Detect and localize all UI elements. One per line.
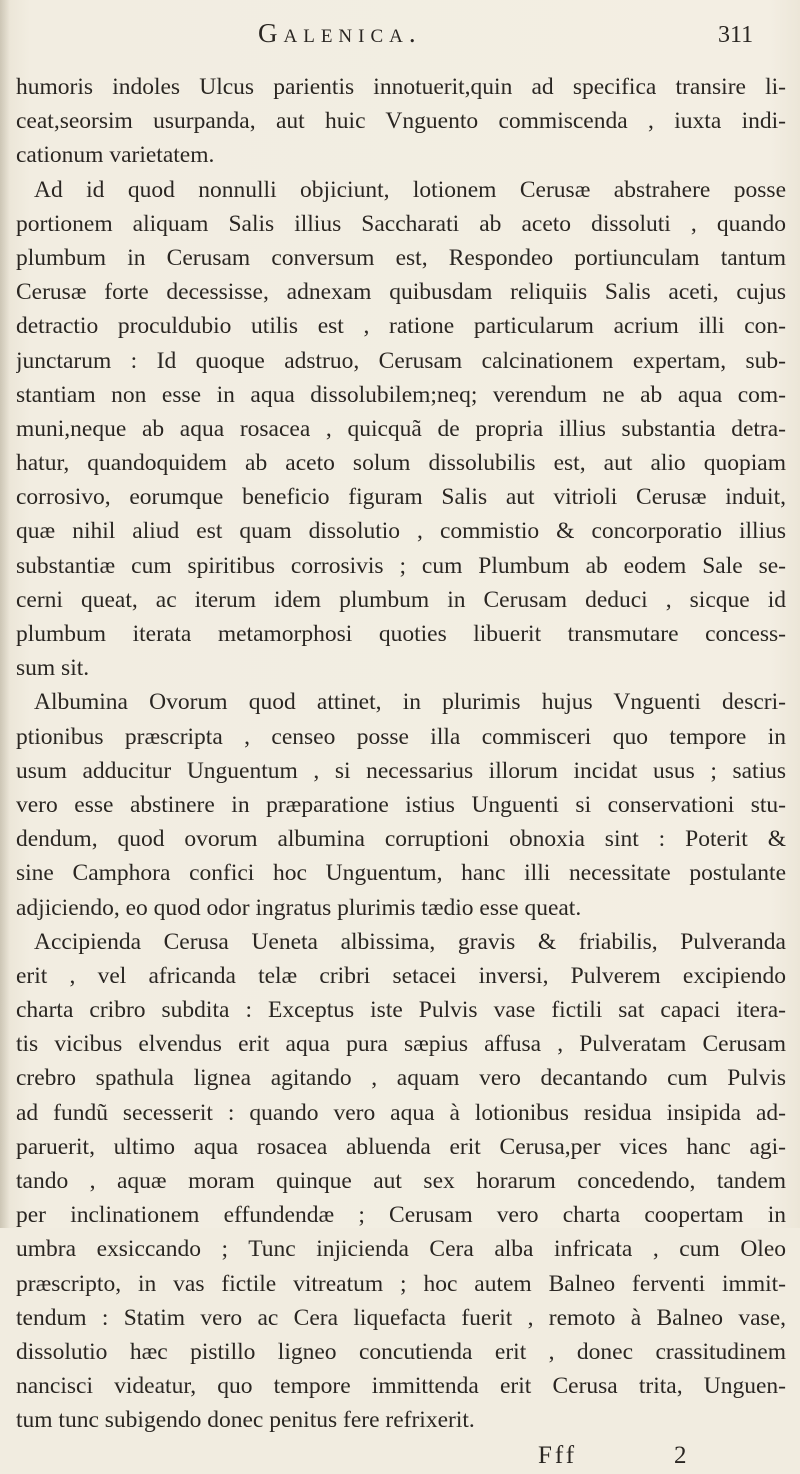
text-line: muni,neque ab aqua rosacea , quicquã de propria illius substantia detra- <box>16 415 786 442</box>
text-line: humoris indoles Ulcus parientis innotuerit,quin ad specifica transire li- <box>16 74 786 100</box>
text-line: sine Camphora confici hoc Unguentum, hanc illi necessitate postulante <box>16 860 786 887</box>
text-line: ptionibus præscripta , censeo posse illa commisceri quo tempore in <box>16 723 786 750</box>
text-line: crebro spathula lignea agitando , aquam vero decantando cum Pulvis <box>16 1065 786 1092</box>
text-line: per inclinationem effundendæ ; Cerusam vero charta coopertam in <box>16 1202 786 1229</box>
text-line: stantiam non esse in aqua dissolubilem;neq; verendum ne ab aqua com- <box>16 381 786 408</box>
text-line: vero esse abstinere in præparatione istius Unguenti si conservationi stu- <box>16 791 786 818</box>
text-line: umbra exsiccando ; Tunc injicienda Cera alba infricata , cum Oleo <box>16 1236 786 1263</box>
text-line: Albumina Ovorum quod attinet, in plurimis hujus Vnguenti descri- <box>34 689 786 716</box>
text-line: hatur, quandoquidem ab aceto solum dissolubilis est, aut alio quopiam <box>16 450 786 477</box>
text-line: paruerit, ultimo aqua rosacea abluenda erit Cerusa,per vices hanc agi- <box>16 1133 786 1160</box>
page-gutter-shadow <box>0 0 10 1228</box>
text-line: cationum varietatem. <box>16 142 215 169</box>
text-line: præscripto, in vas fictile vitreatum ; hoc autem Balneo ferventi immit- <box>16 1270 786 1297</box>
running-title: Galenica. <box>258 18 422 48</box>
text-line: detractio proculdubio utilis est , ratione particularum acrium illi con- <box>16 313 786 340</box>
text-line: tando , aquæ moram quinque aut sex horarum concedendo, tandem <box>16 1168 786 1194</box>
signature-mark: Fff <box>538 1441 578 1469</box>
page-footer <box>16 1438 786 1474</box>
text-line: Ad id quod nonnulli objiciunt, lotionem Cerusæ abstrahere posse <box>34 176 786 203</box>
text-line: sum sit. <box>16 655 90 682</box>
text-line: tis vicibus elvendus erit aqua pura sæpius affusa , Pulveratam Cerusam <box>16 1031 786 1058</box>
text-line: substantiæ cum spiritibus corrosivis ; cum Plumbum ab eodem Sale se- <box>16 552 786 579</box>
text-line: ceat,seorsim usurpanda, aut huic Vnguento commiscenda , iuxta indi- <box>16 108 786 135</box>
text-line: cerni queat, ac iterum idem plumbum in Cerusam deduci , sicque id <box>16 586 786 613</box>
text-line: adjiciendo, eo quod odor ingratus plurimis tædio esse queat. <box>16 894 582 921</box>
text-line: plumbum in Cerusam conversum est, Respondeo portiunculam tantum <box>16 244 786 271</box>
text-line: dissolutio hæc pistillo ligneo concutienda erit , donec crassitudinem <box>16 1338 786 1365</box>
text-line: tum tunc subigendo donec penitus fere refrixerit. <box>16 1407 475 1434</box>
text-line: erit , vel africanda telæ cribri setacei inversi, Pulverem excipiendo <box>16 962 786 989</box>
text-line: nancisci videatur, quo tempore immittenda erit Cerusa trita, Unguen- <box>16 1373 786 1400</box>
text-line: usum adducitur Unguentum , si necessarius illorum incidat usus ; satius <box>16 757 786 784</box>
text-line: tendum : Statim vero ac Cera liquefacta fuerit , remoto à Balneo vase, <box>16 1304 786 1331</box>
text-line: charta cribro subdita : Exceptus iste Pulvis vase fictili sat capaci itera- <box>16 997 786 1024</box>
text-line: Cerusæ forte decessisse, adnexam quibusdam reliquiis Salis aceti, cujus <box>16 279 786 306</box>
page-number: 311 <box>718 22 754 48</box>
catchword: 2 <box>674 1441 687 1469</box>
text-line: junctarum : Id quoque adstruo, Cerusam calcinationem expertam, sub- <box>16 347 786 374</box>
text-line: portionem aliquam Salis illius Saccharati ab aceto dissoluti , quando <box>16 210 786 237</box>
text-line: quæ nihil aliud est quam dissolutio , commistio & concorporatio illius <box>16 518 786 545</box>
text-line: dendum, quod ovorum albumina corruptioni obnoxia sint : Poterit & <box>16 826 786 853</box>
text-line: corrosivo, eorumque beneficio figuram Salis aut vitrioli Cerusæ induit, <box>16 484 786 511</box>
running-head <box>0 18 800 58</box>
body-text <box>16 70 786 1474</box>
text-line: plumbum iterata metamorphosi quoties libuerit transmutare concess- <box>16 621 786 647</box>
text-line: ad fundũ secesserit : quando vero aqua à lotionibus residua insipida ad- <box>16 1099 786 1126</box>
text-line: Accipienda Cerusa Ueneta albissima, gravis & friabilis, Pulveranda <box>34 928 786 955</box>
